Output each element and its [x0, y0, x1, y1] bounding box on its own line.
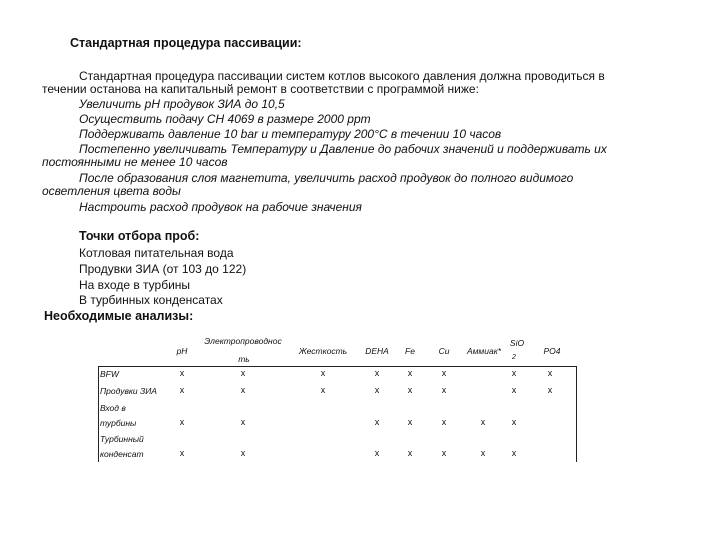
table-mark: x [240, 368, 246, 378]
table-mark: x [179, 417, 185, 427]
header-po4: PO4 [543, 346, 561, 356]
table-mark: x [374, 417, 380, 427]
sampling-item: На входе в турбины [79, 278, 191, 292]
step-magnetite [42, 172, 682, 198]
header-fe: Fe [405, 346, 415, 356]
table-left-border [98, 366, 99, 462]
step-adjust-flow: Настроить расход продувок на рабочие значения [79, 200, 362, 214]
table-mark: x [320, 385, 326, 395]
header-ph: pH [176, 346, 188, 356]
analyses-table [98, 328, 578, 462]
table-mark: x [441, 368, 447, 378]
table-mark: x [480, 417, 486, 427]
intro-line-1: Стандартная процедура пассивации систем котлов высокого давления должна проводиться в [79, 69, 605, 83]
row-label-turbine-inlet: Вход в [100, 403, 126, 413]
table-mark: x [407, 385, 413, 395]
table-mark: x [407, 368, 413, 378]
analyses-title: Необходимые анализы: [44, 309, 194, 323]
table-mark: x [441, 417, 447, 427]
table-right-border [576, 366, 577, 462]
sampling-item: В турбинных конденсатах [79, 293, 223, 307]
step-pressure: Поддерживать давление 10 bar и температуру 200°C в течении 10 часов [79, 127, 502, 141]
header-conductivity: Электропроводнос [204, 336, 282, 346]
row-label-condensate: Турбинный [100, 434, 144, 444]
table-mark: x [480, 448, 486, 458]
page-heading: Стандартная процедура пассивации: [70, 36, 302, 50]
header-conductivity-end: ть [238, 354, 250, 364]
header-hardness: Жесткость [298, 346, 348, 356]
step-ph: Увеличить pH продувок ЗИА до 10,5 [79, 97, 285, 111]
step5-line-2: осветления цвета воды [42, 184, 181, 198]
intro-paragraph [42, 70, 682, 96]
table-mark: x [511, 368, 517, 378]
table-mark: x [240, 448, 246, 458]
row-label-bfw: BFW [100, 369, 119, 379]
table-mark: x [179, 385, 185, 395]
table-mark: x [547, 385, 553, 395]
table-mark: x [441, 385, 447, 395]
table-mark: x [374, 385, 380, 395]
row-label-turbine-inlet-2: турбины [100, 418, 137, 428]
sampling-title: Точки отбора проб: [79, 229, 200, 243]
table-mark: x [407, 448, 413, 458]
table-mark: x [441, 448, 447, 458]
table-mark: x [511, 448, 517, 458]
table-mark: x [240, 417, 246, 427]
table-mark: x [179, 448, 185, 458]
header-ammonia: Аммиак* [466, 346, 502, 356]
step5-line-1: После образования слоя магнетита, увеличить расход продувок до полного видимого [79, 171, 574, 185]
step-dosing: Осуществить подачу CH 4069 в размере 2000 ppm [79, 112, 371, 126]
header-sio2-subscript: 2 [512, 354, 516, 361]
step4-line-2: постоянными не менее 10 часов [42, 155, 228, 169]
sampling-item: Котловая питательная вода [79, 246, 234, 260]
row-label-condensate-2: конденсат [100, 449, 144, 459]
step-gradual-increase [42, 143, 682, 169]
table-mark: x [511, 385, 517, 395]
header-deha: DEHA [365, 346, 389, 356]
row-label-blowdown: Продувки ЗИА [100, 386, 157, 396]
table-header-rule [98, 366, 577, 367]
sampling-item: Продувки ЗИА (от 103 до 122) [79, 262, 247, 276]
table-mark: x [240, 385, 246, 395]
header-sio2: SiO [509, 338, 525, 348]
table-mark: x [407, 417, 413, 427]
header-cu: Cu [438, 346, 450, 356]
table-mark: x [374, 368, 380, 378]
table-mark: x [547, 368, 553, 378]
table-mark: x [374, 448, 380, 458]
table-mark: x [179, 368, 185, 378]
intro-line-2: течении останова на капитальный ремонт в соответствии с программой ниже: [42, 82, 479, 96]
table-mark: x [320, 368, 326, 378]
step4-line-1: Постепенно увеличивать Температуру и Давление до рабочих значений и поддерживать их [79, 142, 607, 156]
table-mark: x [511, 417, 517, 427]
